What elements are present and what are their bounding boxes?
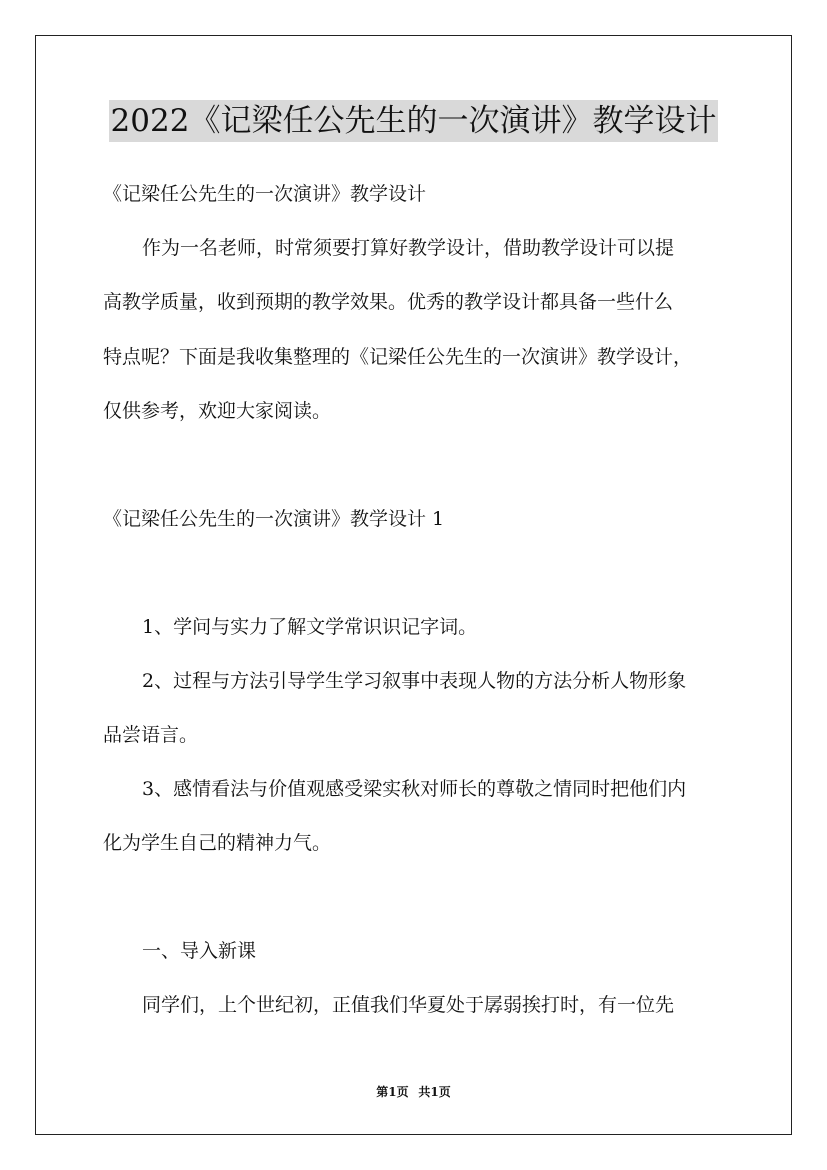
- title-container: [0, 100, 827, 142]
- document-title: 2022《记梁任公先生的一次演讲》教学设计: [109, 100, 719, 142]
- intro-line-3: 特点呢？下面是我收集整理的《记梁任公先生的一次演讲》教学设计，: [103, 346, 693, 368]
- goal-line-2: 2、过程与方法引导学生学习叙事中表现人物的方法分析人物形象: [142, 670, 687, 692]
- intro-line-2: 高教学质量，收到预期的教学效果。优秀的教学设计都具备一些什么: [103, 291, 674, 313]
- document-subtitle: 《记梁任公先生的一次演讲》教学设计: [103, 183, 427, 205]
- page-footer: [0, 1084, 827, 1100]
- page-number: 第1页: [376, 1085, 409, 1099]
- intro-line-1: 作为一名老师，时常须要打算好教学设计，借助教学设计可以提: [142, 237, 675, 259]
- goal-line-3: 品尝语言。: [103, 724, 199, 746]
- intro-line-4: 仅供参考，欢迎大家阅读。: [103, 400, 332, 422]
- step-line: 同学们，上个世纪初，正值我们华夏处于孱弱挨打时，有一位先: [142, 994, 675, 1016]
- page-total: 共1页: [418, 1085, 451, 1099]
- section-heading: 《记梁任公先生的一次演讲》教学设计 1: [103, 508, 445, 530]
- goal-line-1: 1、学问与实力了解文学常识识记字词。: [142, 616, 478, 638]
- goal-line-5: 化为学生自己的精神力气。: [103, 832, 332, 854]
- goal-line-4: 3、感情看法与价值观感受梁实秋对师长的尊敬之情同时把他们内: [142, 778, 687, 800]
- step-heading: 一、导入新课: [142, 940, 257, 962]
